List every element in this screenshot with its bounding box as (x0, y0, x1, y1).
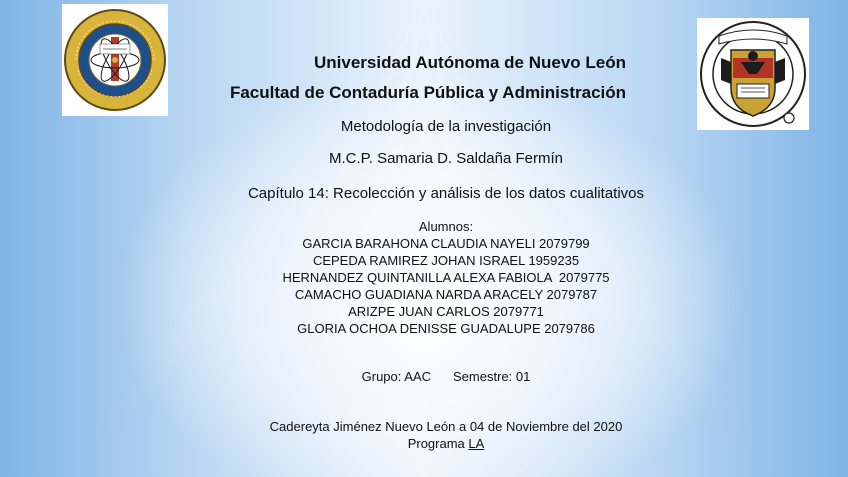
student-item: CEPEDA RAMIREZ JOHAN ISRAEL 1959235 (312, 253, 580, 268)
program-line (22, 436, 848, 451)
program-value: LA (468, 436, 485, 451)
university-name: Universidad Autónoma de Nuevo León (313, 53, 627, 72)
program-label: Programa (407, 436, 465, 451)
group-text: Grupo: AAC (361, 369, 432, 384)
students-label: Alumnos: (418, 219, 474, 234)
course-name: Metodología de la investigación (340, 118, 552, 135)
place-date: Cadereyta Jiménez Nuevo León a 04 de Noviembre del 2020 (269, 419, 623, 434)
student-item: ARIZPE JUAN CARLOS 2079771 (348, 304, 544, 319)
semester-text: Semestre: 01 (453, 369, 531, 384)
student-item: GARCIA BARAHONA CLAUDIA NAYELI 2079799 (302, 236, 590, 251)
group-semester-line (22, 369, 848, 384)
student-item: CAMACHO GUADIANA NARDA ARACELY 2079787 (294, 287, 598, 302)
faculty-name: Facultad de Contaduría Pública y Administración (229, 83, 627, 102)
facpya-shield-logo (697, 18, 809, 130)
students-list (22, 235, 848, 337)
chapter-title: Capítulo 14: Recolección y análisis de los datos cualitativos (247, 185, 645, 202)
student-item: GLORIA OCHOA DENISSE GUADALUPE 2079786 (297, 321, 595, 336)
professor-name: M.C.P. Samaria D. Saldaña Fermín (329, 150, 563, 167)
student-item: HERNANDEZ QUINTANILLA ALEXA FABIOLA 2079775 (282, 270, 610, 285)
